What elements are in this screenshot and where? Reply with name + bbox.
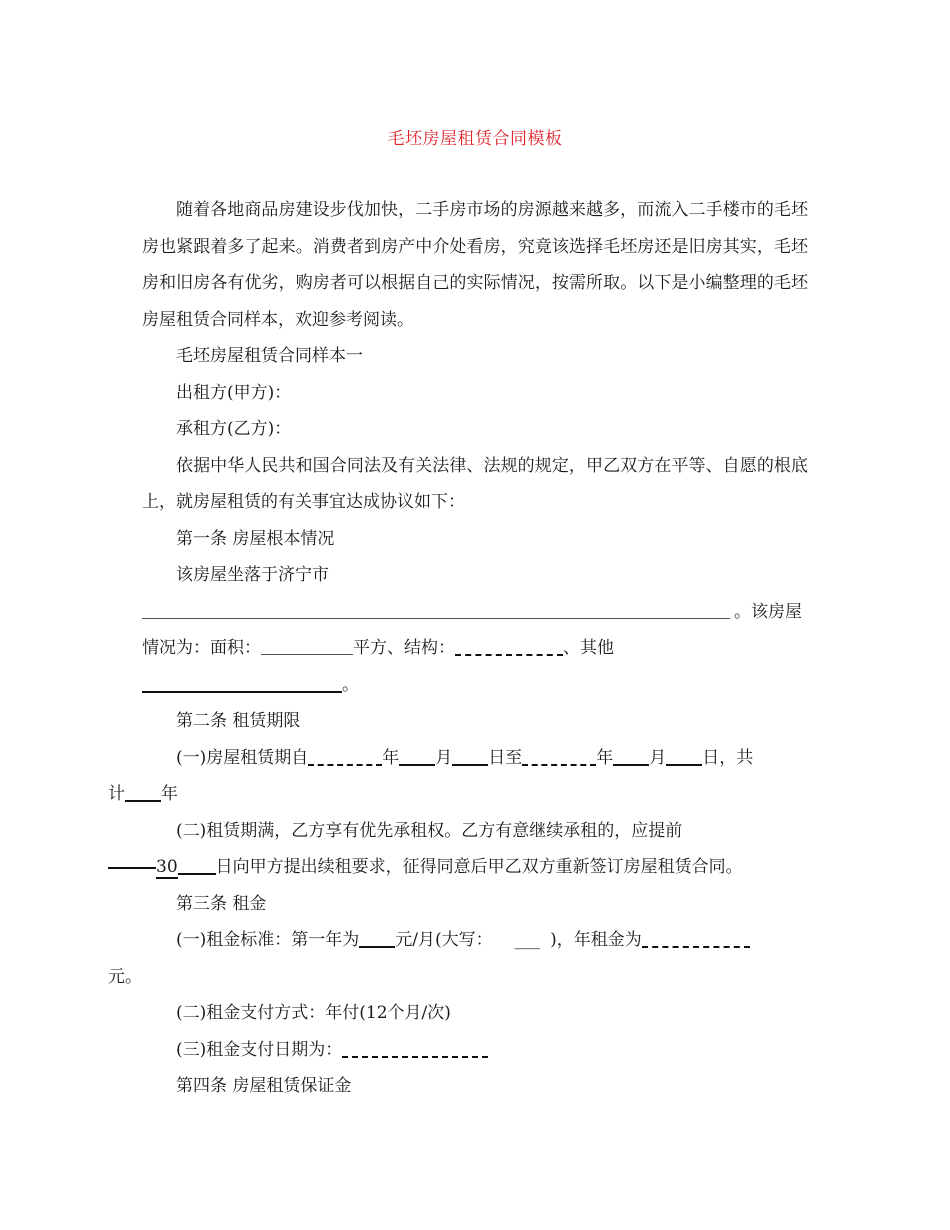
renewal-days: 30 — [156, 857, 178, 877]
other-blank — [142, 673, 342, 693]
sample-heading: 毛坯房屋租赁合同样本一 — [176, 346, 363, 366]
lessor-line: 出租方(甲方)： — [176, 382, 292, 403]
end-day-blank — [666, 746, 702, 766]
structure-blank — [455, 636, 563, 656]
article1-details — [142, 594, 808, 704]
intro-paragraph: 随着各地商品房建设步伐加快，二手房市场的房源越来越多，而流入二手楼市的毛坯房也紧跟着多了起来。消费者到房产中介处看房，究竟该选择毛坯房还是旧房其实，毛坯房和旧房各有优劣，购房者可以根据自己的实际情况，按需所取。以下是小编整理的毛坯房屋租赁合同样本，欢迎参考阅读。 — [142, 200, 808, 330]
year-label-2: 年 — [596, 747, 614, 768]
article4-heading: 第四条 房屋租赁保证金 — [176, 1076, 352, 1096]
rent-standard — [108, 922, 808, 995]
month-label-1: 月 — [435, 747, 453, 768]
after-address-text: 。该房屋 — [734, 601, 802, 622]
condition-prefix: 情况为：面积： — [142, 638, 261, 658]
article1-heading: 第一条 房屋根本情况 — [176, 528, 335, 549]
rent-standard-text-4: )，年租金为 — [550, 930, 642, 950]
day-to-label: 日至 — [488, 747, 523, 768]
day-total-label: 日，共 — [702, 747, 754, 768]
start-month-blank — [399, 746, 435, 766]
payment-date-blank — [342, 1038, 488, 1058]
end-month-blank — [613, 746, 649, 766]
article3-heading: 第三条 租金 — [176, 893, 267, 914]
yuan-label: 元。 — [108, 966, 142, 987]
sqm-structure-text: 平方、结构： — [353, 638, 455, 658]
document-title: 毛坯房屋租赁合同模板 — [387, 129, 563, 149]
payment-date — [142, 1032, 808, 1069]
article1-period: 。 — [342, 674, 359, 695]
total-suffix: 年 — [161, 784, 178, 804]
total-prefix: 计 — [108, 784, 125, 804]
rent-capital-blank: ___ — [514, 930, 541, 950]
article2-heading: 第二条 租赁期限 — [176, 711, 301, 731]
rent-standard-text-1: (一)租金标准：第一年为 — [176, 930, 360, 950]
payment-method: (二)租金支付方式：年付(12个月/次) — [176, 1003, 451, 1023]
month-label-2: 月 — [649, 747, 667, 768]
lease-term — [108, 740, 808, 813]
renewal-post-blank — [178, 855, 216, 875]
term-prefix: (一)房屋租赁期自 — [176, 747, 309, 768]
renewal-paragraph — [142, 813, 808, 886]
document-body — [108, 192, 808, 1105]
payment-date-text: (三)租金支付日期为： — [176, 1039, 343, 1060]
renewal-text-1: (二)租赁期满，乙方享有优先承租权。乙方有意继续承租的，应提前 — [176, 820, 683, 841]
start-day-blank — [452, 746, 488, 766]
year-label-1: 年 — [382, 747, 400, 768]
monthly-rent-blank — [359, 928, 395, 948]
renewal-text-2: 日向甲方提出续租要求，征得同意后甲乙双方重新签订房屋租赁合同。 — [215, 857, 743, 877]
rent-standard-text-2: 元/月(大写： — [395, 930, 493, 950]
annual-rent-blank — [642, 928, 750, 948]
other-text: 、其他 — [563, 638, 614, 658]
lessee-line: 承租方(乙方)： — [176, 419, 292, 439]
start-year-blank — [308, 746, 382, 766]
basis-paragraph: 依据中华人民共和国合同法及有关法律、法规的规定，甲乙双方在平等、自愿的根底上，就房屋租赁的有关事宜达成协议如下： — [142, 455, 808, 512]
article1-location: 该房屋坐落于济宁市 — [176, 565, 329, 585]
total-years-blank — [125, 782, 161, 802]
end-year-blank — [522, 746, 596, 766]
area-blank — [261, 636, 353, 655]
address-blank — [142, 600, 730, 619]
renewal-pre-blank — [108, 849, 156, 869]
